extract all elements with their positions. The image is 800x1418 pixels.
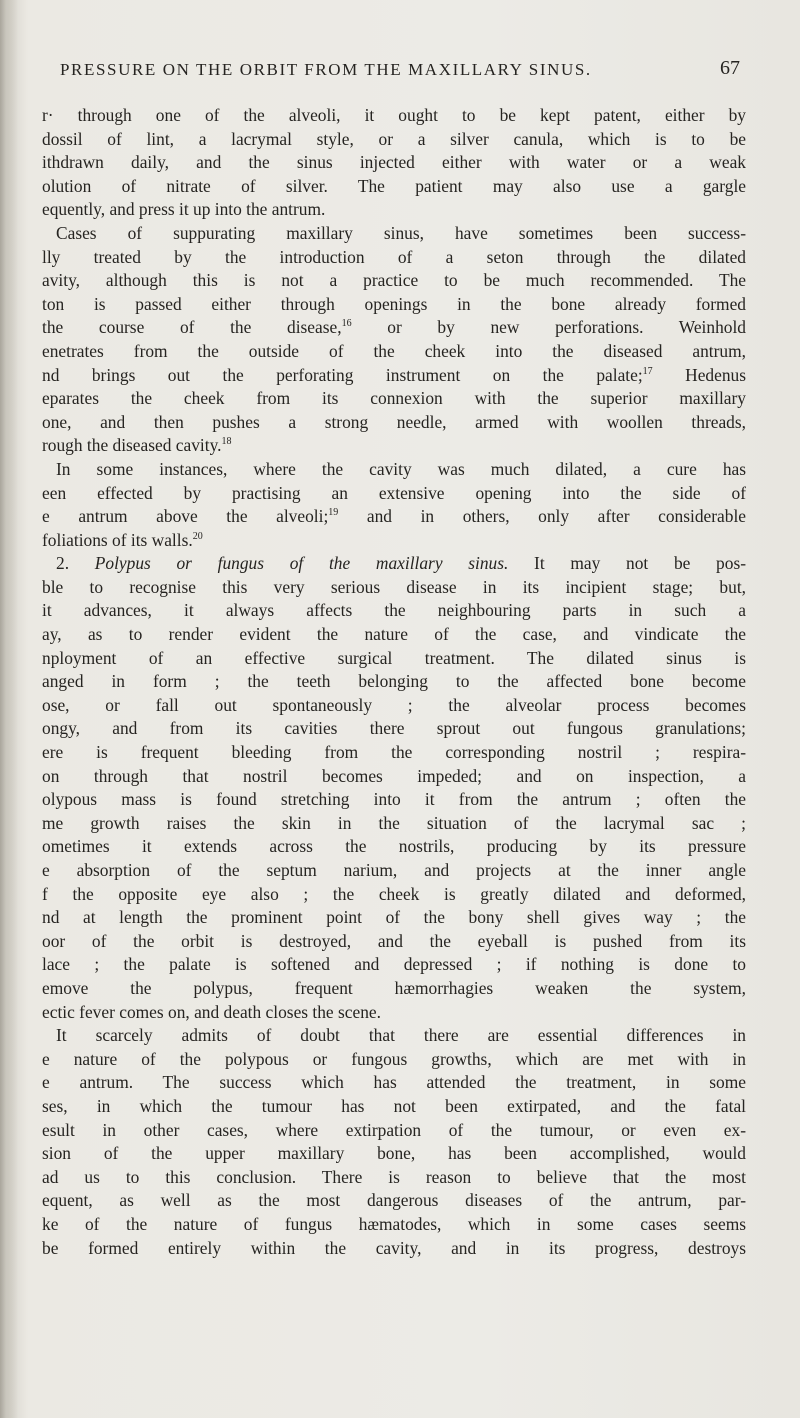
line-text: ad us to this conclusion. There is reason to believe that the most xyxy=(42,1166,746,1187)
line-text: lly treated by the introduction of a seton through the dilated xyxy=(42,246,746,267)
line-text: ongy, and from its cavities there sprout out fungous granulations; xyxy=(42,718,746,739)
text-line xyxy=(42,552,746,576)
line-text: Cases of suppurating maxillary sinus, have sometimes been success- xyxy=(56,222,746,243)
text-line xyxy=(42,623,746,647)
text-line xyxy=(42,529,746,553)
line-text: anged in form ; the teeth belonging to the affected bone become xyxy=(42,671,746,692)
text-line xyxy=(42,387,746,411)
text-line xyxy=(42,788,746,812)
line-text: 2. xyxy=(56,553,95,574)
body-text xyxy=(42,104,746,1260)
gutter-shadow xyxy=(0,0,18,1418)
text-line xyxy=(42,151,746,175)
line-text: e absorption of the septum narium, and projects at the inner angle xyxy=(42,860,746,880)
text-line xyxy=(42,1095,746,1119)
line-text: oor of the orbit is destroyed, and the eyeball is pushed from its xyxy=(42,930,746,951)
running-head xyxy=(46,57,746,84)
line-text: It scarcely admits of doubt that there are essential differences in xyxy=(56,1025,746,1046)
line-text: ectic fever comes on, and death closes the scene. xyxy=(42,1001,381,1022)
footnote-ref: 19 xyxy=(328,507,339,519)
line-text: lace ; the palate is softened and depressed ; if nothing is done to xyxy=(42,954,746,975)
line-text-continued: It may not be pos- xyxy=(508,553,746,574)
text-line xyxy=(42,175,746,199)
text-line xyxy=(42,1213,746,1237)
line-text: sion of the upper maxillary bone, has been accomplished, would xyxy=(42,1143,746,1164)
text-line xyxy=(42,1189,746,1213)
text-line xyxy=(42,434,746,458)
line-text: nd brings out the perforating instrument on the palate; xyxy=(42,364,643,385)
text-line xyxy=(42,128,746,152)
text-line xyxy=(42,1048,746,1072)
line-text: ose, or fall out spontaneously ; the alveolar process becomes xyxy=(42,694,746,715)
footnote-ref: 18 xyxy=(221,436,232,448)
line-text: ere is frequent bleeding from the corresponding nostril ; respira- xyxy=(42,742,746,763)
text-line xyxy=(42,222,746,246)
line-text: be formed entirely within the cavity, and in its progress, destroys xyxy=(42,1237,746,1258)
line-text: ometimes it extends across the nostrils, producing by its pressure xyxy=(42,836,746,857)
line-text: enetrates from the outside of the cheek into the diseased antrum, xyxy=(42,340,746,361)
line-text: ble to recognise this very serious disease in its incipient stage; but, xyxy=(42,576,746,597)
footnote-ref: 20 xyxy=(192,530,203,542)
text-line xyxy=(42,717,746,741)
text-line xyxy=(42,269,746,293)
text-line xyxy=(42,741,746,765)
line-text: e antrum above the alveoli; xyxy=(42,506,329,527)
text-line xyxy=(42,670,746,694)
line-text: In some instances, where the cavity was much dilated, a cure has xyxy=(56,458,746,479)
text-line xyxy=(42,576,746,600)
text-line xyxy=(42,1071,746,1095)
line-text: the course of the disease, xyxy=(42,317,342,338)
line-text: r· through one of the alveoli, it ought to be kept patent, either by xyxy=(42,105,746,125)
line-text: equent, as well as the most dangerous diseases of the antrum, par- xyxy=(42,1190,746,1211)
text-line xyxy=(42,316,746,340)
line-text: olypous mass is found stretching into it from the antrum ; often the xyxy=(42,789,746,810)
text-line xyxy=(42,765,746,789)
line-text: nd at length the prominent point of the bony shell gives way ; the xyxy=(42,907,746,928)
text-line xyxy=(42,104,746,128)
line-text: one, and then pushes a strong needle, armed with woollen threads, xyxy=(42,411,746,432)
section-heading-italic: Polypus or fungus of the maxillary sinus. xyxy=(94,553,509,574)
line-text: ithdrawn daily, and the sinus injected either with water or a weak xyxy=(42,152,746,173)
text-line xyxy=(42,930,746,954)
line-text: emove the polypus, frequent hæmorrhagies weaken the system, xyxy=(42,977,746,998)
text-line xyxy=(42,599,746,623)
text-line xyxy=(42,1142,746,1166)
text-line xyxy=(42,647,746,671)
text-line xyxy=(42,1001,746,1025)
line-text: e nature of the polypous or fungous growths, which are met with in xyxy=(42,1048,746,1069)
line-text: eparates the cheek from its connexion with the superior maxillary xyxy=(42,388,746,409)
line-text: ses, in which the tumour has not been extirpated, and the fatal xyxy=(42,1095,746,1116)
text-line xyxy=(42,364,746,388)
text-line xyxy=(42,293,746,317)
line-text: me growth raises the skin in the situation of the lacrymal sac ; xyxy=(42,812,746,833)
text-line xyxy=(42,953,746,977)
page-number: 67 xyxy=(720,57,740,79)
text-line xyxy=(42,812,746,836)
line-text: ay, as to render evident the nature of the case, and vindicate the xyxy=(42,624,746,645)
footnote-ref: 17 xyxy=(642,365,653,377)
line-text: esult in other cases, where extirpation of the tumour, or even ex- xyxy=(42,1119,746,1140)
text-line xyxy=(42,458,746,482)
text-line xyxy=(42,1166,746,1190)
line-text-continued: Hedenus xyxy=(652,364,746,385)
line-text: dossil of lint, a lacrymal style, or a silver canula, which is to be xyxy=(42,128,746,149)
line-text: ke of the nature of fungus hæmatodes, which in some cases seems xyxy=(42,1213,746,1234)
line-text: e antrum. The success which has attended the treatment, in some xyxy=(42,1072,746,1093)
line-text: it advances, it always affects the neighbouring parts in such a xyxy=(42,600,746,621)
text-line xyxy=(42,835,746,859)
line-text: een effected by practising an extensive opening into the side of xyxy=(42,482,746,503)
line-text: equently, and press it up into the antrum. xyxy=(42,199,326,220)
line-text: ton is passed either through openings in the bone already formed xyxy=(42,293,746,314)
text-line xyxy=(42,1024,746,1048)
text-line xyxy=(42,1119,746,1143)
line-text: on through that nostril becomes impeded; and on inspection, a xyxy=(42,765,746,786)
text-line xyxy=(42,883,746,907)
text-line xyxy=(42,859,746,883)
line-text: olution of nitrate of silver. The patient may also use a gargle xyxy=(42,175,746,196)
text-line xyxy=(42,246,746,270)
footnote-ref: 16 xyxy=(341,318,352,330)
line-text: nployment of an effective surgical treatment. The dilated sinus is xyxy=(42,647,746,668)
line-text: rough the diseased cavity. xyxy=(42,435,222,456)
text-line xyxy=(42,505,746,529)
text-line xyxy=(42,1237,746,1261)
text-line xyxy=(42,198,746,222)
text-line xyxy=(42,977,746,1001)
line-text: avity, although this is not a practice to be much recommended. The xyxy=(42,270,746,291)
line-text: f the opposite eye also ; the cheek is greatly dilated and deformed, xyxy=(42,883,746,904)
text-line xyxy=(42,340,746,364)
line-text: foliations of its walls. xyxy=(42,529,193,550)
line-text-continued: or by new perforations. Weinhold xyxy=(351,317,746,338)
text-line xyxy=(42,411,746,435)
text-line xyxy=(42,906,746,930)
running-head-title: PRESSURE ON THE ORBIT FROM THE MAXILLARY SINUS. xyxy=(60,60,592,79)
text-line xyxy=(42,694,746,718)
line-text-continued: and in others, only after considerable xyxy=(338,506,746,527)
text-line xyxy=(42,482,746,506)
